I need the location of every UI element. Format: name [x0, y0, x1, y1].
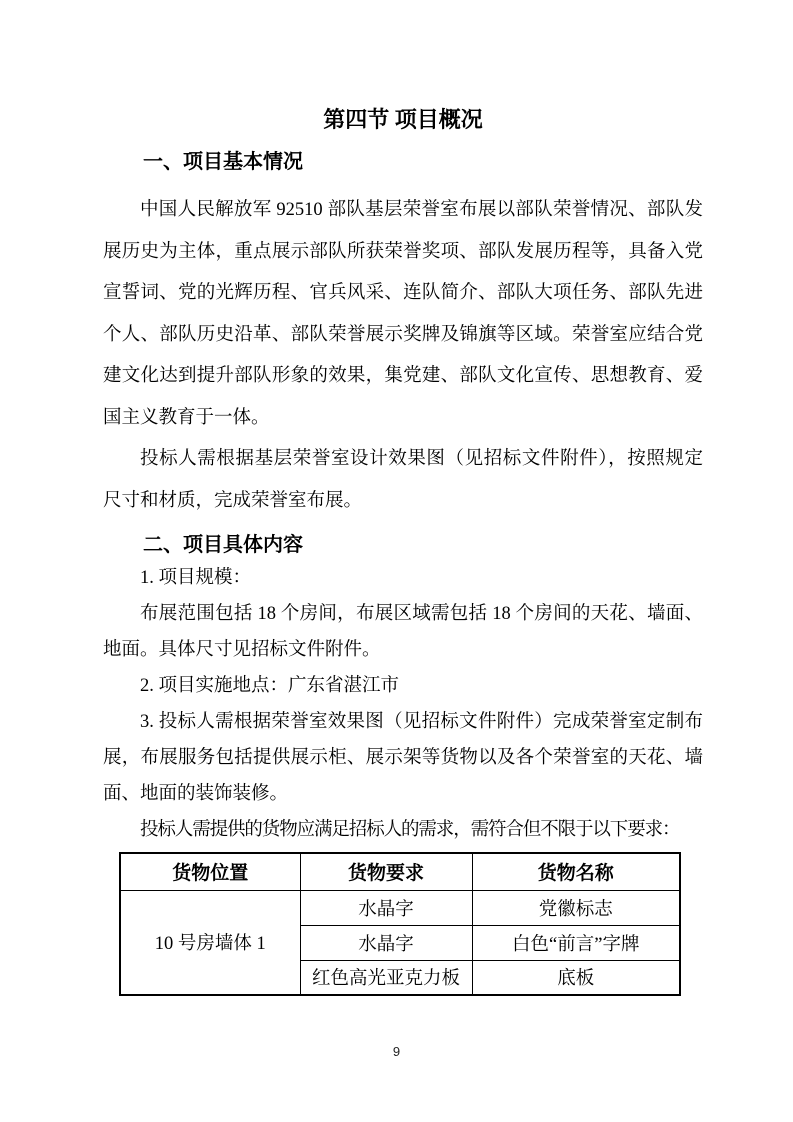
goods-requirement-cell: 红色高光亚克力板 — [300, 960, 472, 995]
column-header-goods-requirement: 货物要求 — [300, 853, 472, 890]
goods-name-cell: 白色“前言”字牌 — [472, 925, 680, 960]
goods-name-cell: 党徽标志 — [472, 890, 680, 925]
goods-requirement-intro: 投标人需提供的货物应满足招标人的需求，需符合但不限于以下要求： — [140, 820, 680, 840]
page-title: 第四节 项目概况 — [323, 107, 483, 132]
custom-exhibition-item: 3. 投标人需根据荣誉室效果图（见招标文件附件）完成荣誉室定制布展，布展服务包括提供展示柜、展示架等货物以及各个荣誉室的天花、墙面、地面的装饰装修。 — [103, 712, 703, 804]
column-header-goods-name: 货物名称 — [472, 853, 680, 890]
document-content — [103, 104, 703, 996]
basic-info-paragraph-2: 投标人需根据基层荣誉室设计效果图（见招标文件附件），按照规定尺寸和材质，完成荣誉室布展。 — [103, 449, 703, 511]
goods-location-cell: 10 号房墙体 1 — [120, 890, 300, 995]
goods-table-row — [120, 890, 680, 925]
goods-table — [119, 852, 681, 996]
column-header-goods-location: 货物位置 — [120, 853, 300, 890]
section-content-heading: 二、项目具体内容 — [143, 534, 303, 556]
section-basic-info-heading: 一、项目基本情况 — [143, 151, 303, 173]
basic-info-paragraph-1: 中国人民解放军 92510 部队基层荣誉室布展以部队荣誉情况、部队发展历史为主体，重点展示部队所获荣誉奖项、部队发展历程等，具备入党宣誓词、党的光辉历程、官兵风采、连队简介、部队大项任务、部队先进个人、部队历史沿革、部队荣誉展示奖牌及锦旗等区域。荣誉室应结合党建文化达到提升部队形象的效果，集党建、部队文化宣传、思想教育、爱国主义教育于一体。 — [103, 200, 703, 428]
page-number: 9 — [392, 1044, 401, 1059]
project-scope-item: 布展范围包括 18 个房间，布展区域需包括 18 个房间的天花、墙面、地面。具体尺寸见招标文件附件。 — [103, 604, 703, 660]
goods-name-cell: 底板 — [472, 960, 680, 995]
goods-requirement-cell: 水晶字 — [300, 925, 472, 960]
goods-requirement-cell: 水晶字 — [300, 890, 472, 925]
project-scale-item: 1. 项目规模： — [140, 568, 252, 588]
project-location-item: 2. 项目实施地点：广东省湛江市 — [140, 676, 400, 696]
goods-table-header-row — [120, 853, 680, 890]
